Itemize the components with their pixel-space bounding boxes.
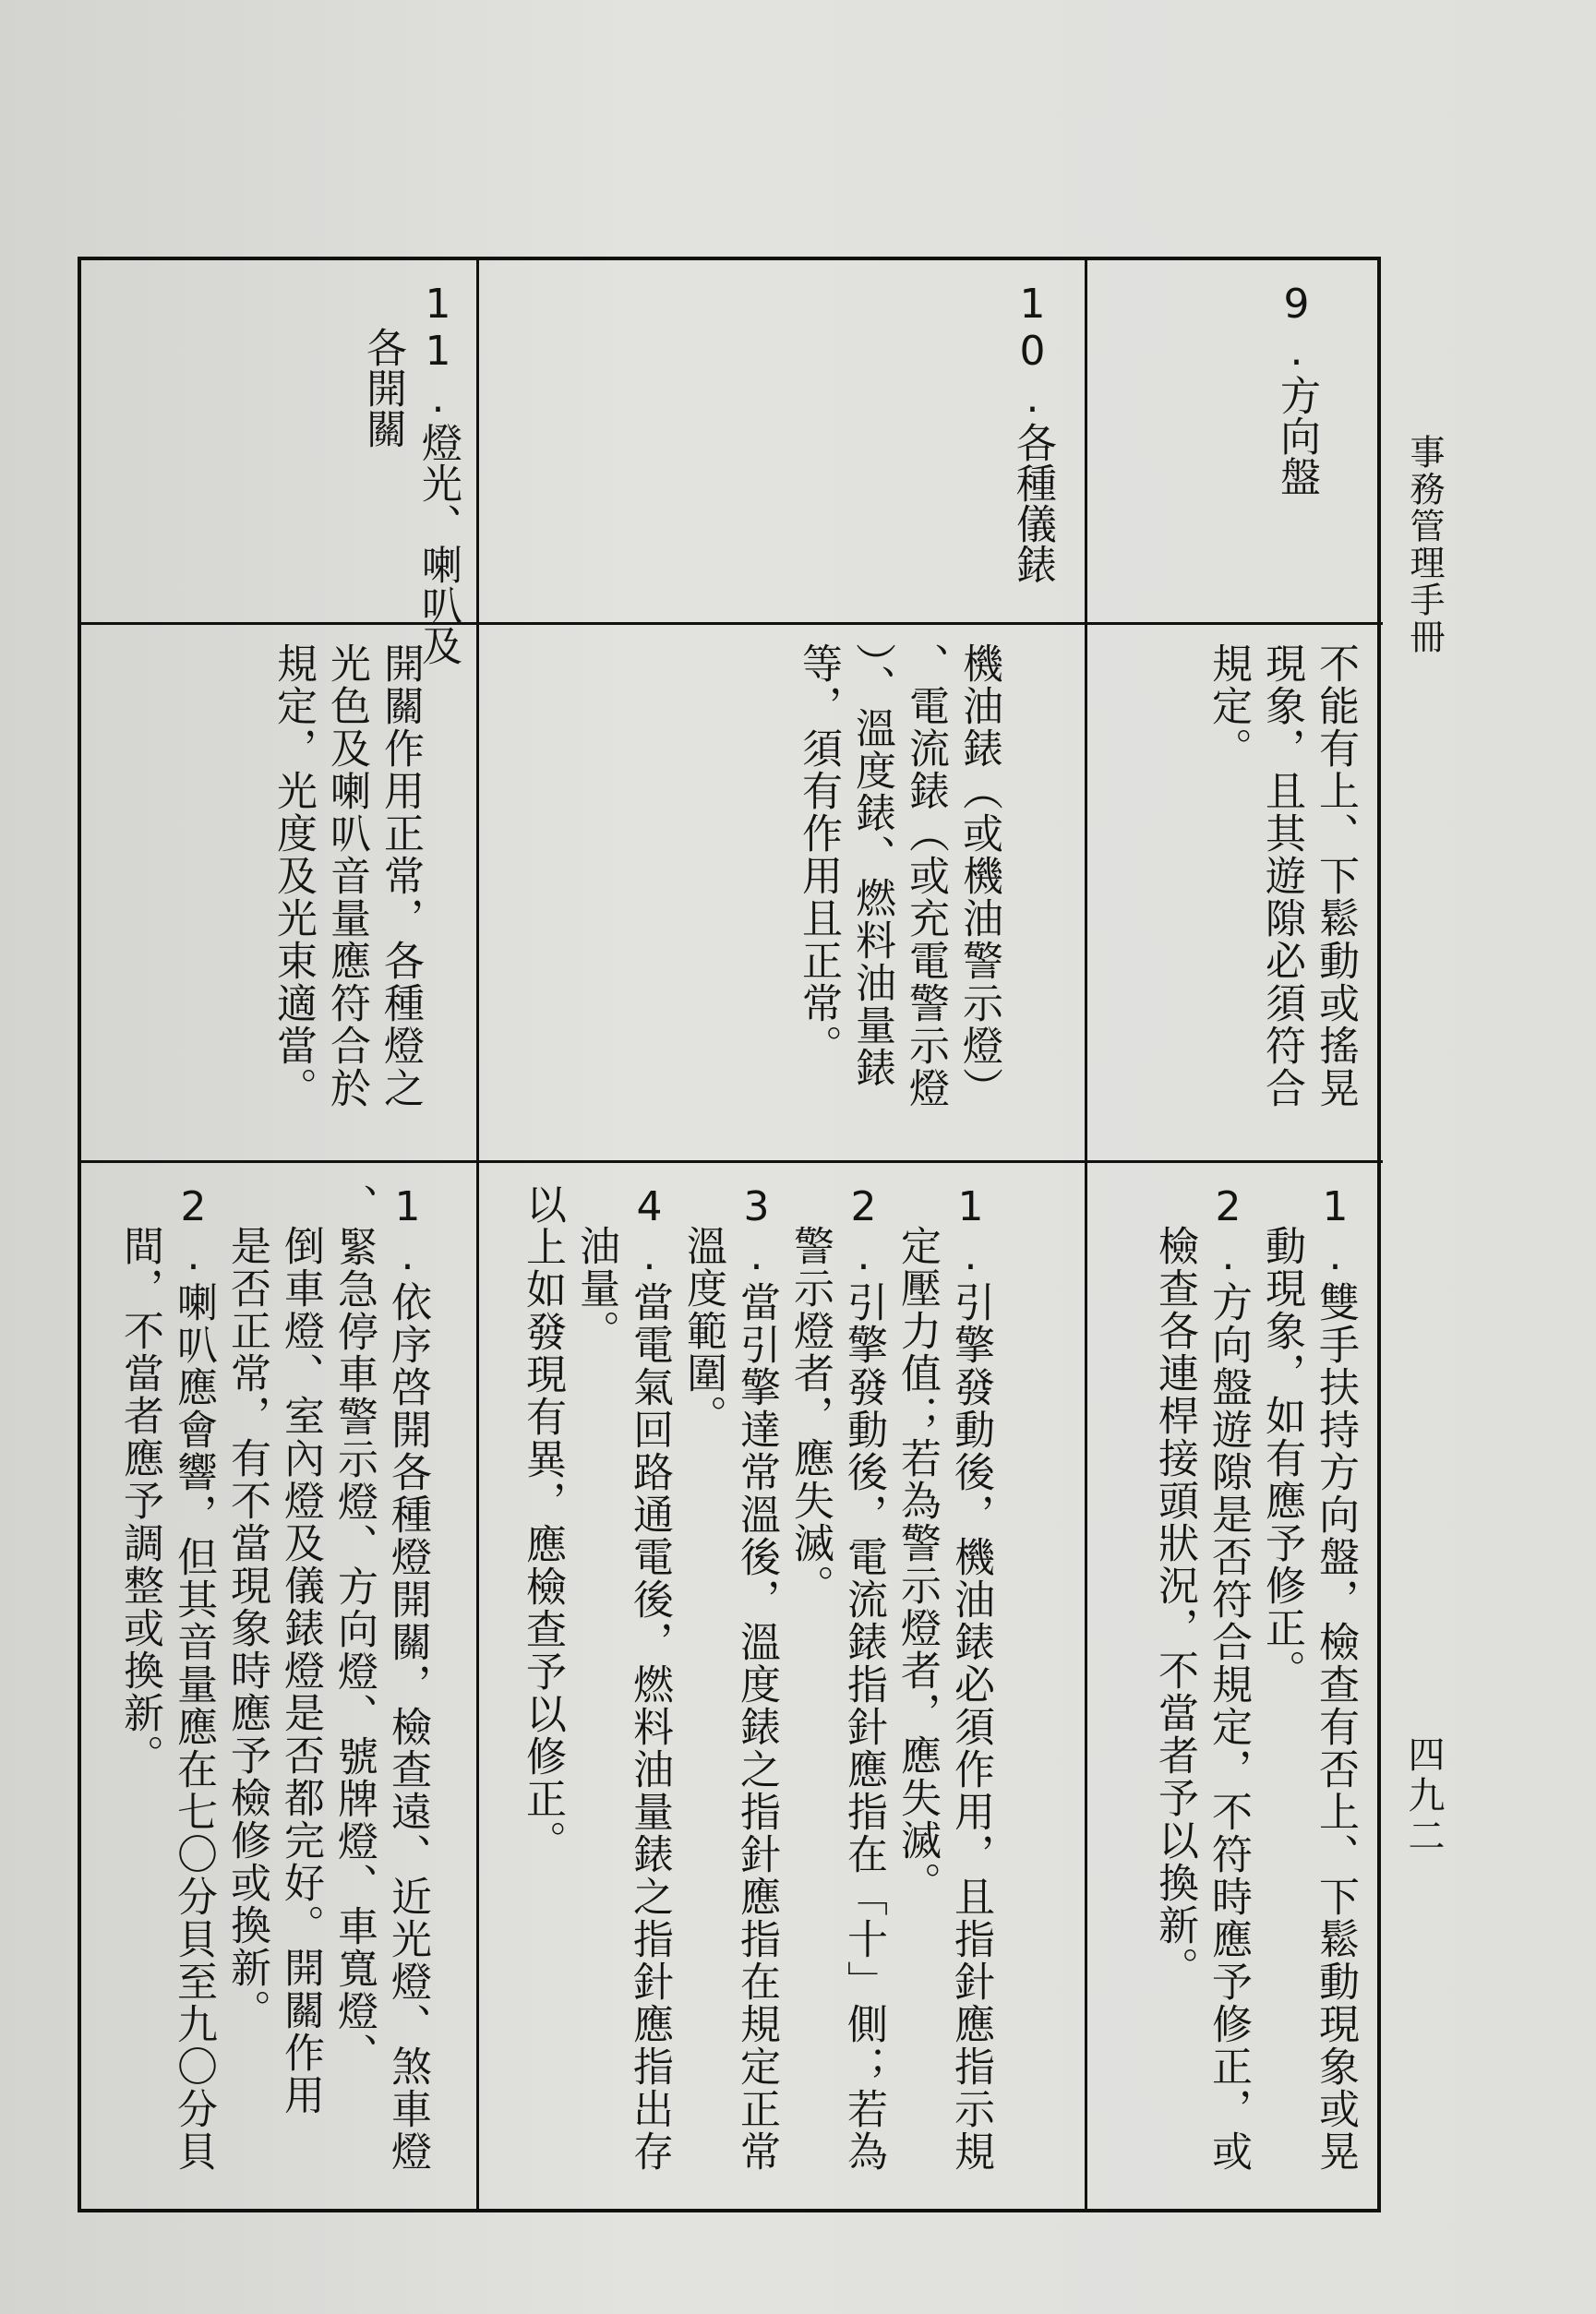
item-title-10: 10.各種儀錶 (1009, 281, 1056, 584)
item-title-11: 11.燈光、喇叭及 各開關 (359, 281, 462, 665)
row-divider-9-10 (1085, 260, 1087, 2209)
item-method-11: 1.依序啓開各種燈開關，檢查遠、近光燈、煞車燈 、緊急停車警示燈、方向燈、號牌燈、車寬燈、 倒車燈、室內燈及儀錶燈是否都完好。開關作用 是否正常，有不當現象時應予檢修或換新。 2.喇叭應會響，但其音量應在七〇分貝至九〇分貝 間，不當者應予調整或換新。 (116, 1183, 431, 2173)
item-standard-9: 不能有上、下鬆動或搖晃 現象，且其遊隙必須符合 規定。 (1205, 642, 1359, 1109)
row-divider-10-11 (476, 260, 479, 2209)
inspection-table (78, 257, 1381, 2212)
book-title: 事務管理手冊 (1404, 434, 1445, 655)
title-standard-divider (81, 622, 1383, 625)
item-method-9: 1.雙手扶持方向盤，檢查有否上、下鬆動現象或晃 動現象，如有應予修正。 2.方向盤遊隙是否符合規定，不符時應予修正，或 檢查各連桿接頭狀況，不當者予以換新。 (1151, 1183, 1359, 2173)
item-title-9: 9.方向盤 (1273, 281, 1320, 497)
item-standard-11: 開關作用正常，各種燈之 光色及喇叭音量應符合於 規定，光度及光束適當。 (270, 642, 424, 1109)
standard-method-divider (81, 1160, 1383, 1163)
page-number: 四九二 (1402, 1735, 1445, 1857)
item-standard-10: 機油錶（或機油警示燈） 、電流錶（或充電警示燈 ）、溫度錶、燃料油量錶 等，須有作用且正常。 (795, 642, 1002, 1109)
item-method-10: 1.引擎發動後，機油錶必須作用，且指針應指示規 定壓力值；若為警示燈者，應失滅。 2.引擎發動後，電流錶指針應指在「十」側；若為 警示燈者，應失滅。 3.當引擎達常溫後，溫度錶之指針應指在規定正常 溫度範圍。 4.當電氣回路通電後，燃料油量錶之指針應指出存 油量。 以上如發現有異，應檢查予以修正。 (519, 1183, 994, 2173)
